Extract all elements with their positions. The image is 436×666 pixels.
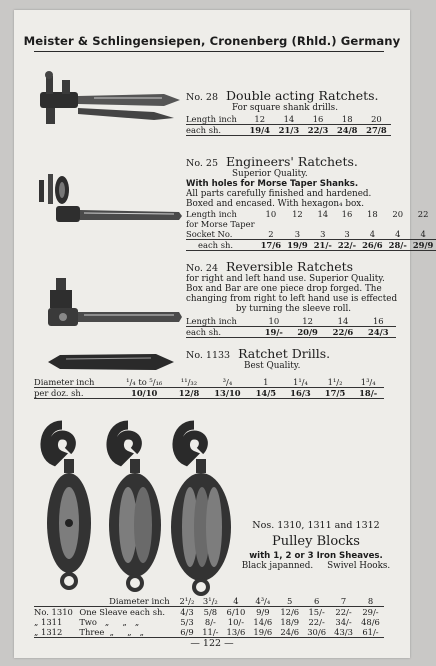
table-cell: 29/- [357,607,384,618]
ratchet25-line2: All parts carefully finished and hardened. [186,189,372,199]
pulleys-row-1310 [34,607,384,618]
table-cell: 19/6 [249,627,276,638]
table-cell: 20 [371,114,382,124]
ratchet28-section [186,88,396,136]
ratchet25-line3: Boxed and encased. With hexagon₄ box. [186,199,365,209]
ratchet24-length-label: Length inch [186,316,237,326]
pulleys-line2: Black japanned. Swivel Hooks. [241,561,391,571]
table-cell: 48/6 [361,617,380,627]
table-cell: 6 [313,596,320,606]
pulleys-line1: with 1, 2 or 3 Iron Sheaves. [249,551,383,561]
pulleys-row-no: No. 1310 [34,607,79,618]
pulleys-row-1311 [34,617,384,627]
ratchet25-title: Engineers' Ratchets. [226,154,358,169]
table-cell: 21/3 [274,125,303,136]
pulleys-table [34,596,384,638]
table-cell: 3 [294,229,301,239]
table-cell: 4 [233,596,239,606]
ratchet25-section [186,154,434,251]
table-cell: 2¹/₂ [179,596,195,606]
ratchet28-length-label: Length inch [186,114,237,124]
table-cell: 12/8 [172,388,207,399]
double-acting-ratchet-illustration [34,72,184,127]
table-cell: 19/9 [284,240,311,251]
drills1133-subtitle: Best Quality. [244,361,301,371]
pulleys-row-no: „ 1312 [34,627,79,638]
table-cell: 16 [312,114,324,124]
drills1133-diameter-label: Diameter inch [34,377,117,388]
drills1133-number: No. 1133 [186,350,231,361]
table-cell: 9/9 [249,607,276,618]
pulley-block-double [109,425,161,590]
table-cell: 19/4 [245,125,274,136]
table-cell: ¹¹/₃₂ [172,377,207,388]
ratchet25-table [186,209,436,251]
ratchet-drill-illustration [46,351,178,373]
header-rule [34,51,384,52]
table-cell: 22/6 [325,327,360,338]
table-cell: 61/- [357,627,384,638]
table-cell: 1¹/₂ [318,377,353,388]
ratchet24-price-row [186,327,396,338]
table-cell: 7 [340,596,347,606]
table-cell: 20/9 [290,327,325,338]
table-cell: ³/₄ [206,377,248,388]
table-cell: 14/5 [249,388,284,399]
table-cell: 5/3 [180,617,194,627]
ratchet28-price-label: each sh. [186,125,245,136]
ratchet25-number: No. 25 [186,158,218,169]
pulleys-row-desc: One Sleave each sh. [79,607,175,618]
ratchet28-table [186,114,391,136]
ratchet24-title: Reversible Ratchets [226,259,354,274]
pulleys-row-desc: Three „ „ „ [79,627,175,638]
pulleys-section [236,520,396,571]
pulleys-row-desc: Two „ „ „ [79,617,140,627]
ratchet25-length-label: Length inch [186,209,237,219]
table-cell: 4/3 [176,607,199,618]
ratchet25-quality: Superior Quality. [232,169,308,179]
ratchet25-price-row [186,240,436,251]
ratchet24-section [186,259,401,338]
table-cell: 6/9 [176,627,199,638]
table-cell: 16 [341,209,353,219]
pulleys-row-1312 [34,627,384,638]
table-cell: 24/6 [276,627,303,638]
table-cell: 14 [283,114,295,124]
table-cell: 12/6 [276,607,303,618]
table-cell: 18/- [352,388,384,399]
ratchet28-title: Double acting Ratchets. [226,88,379,103]
ratchet24-length-row [186,316,396,327]
table-cell: 8/- [204,617,216,627]
drills1133-table [34,377,384,399]
table-cell: 30/6 [303,627,330,638]
drills1133-diameter-row [34,377,384,388]
drills1133-price-row [34,388,384,399]
ratchet24-line4: by turning the sleeve roll. [235,304,352,314]
ratchet24-number: No. 24 [186,263,218,274]
table-cell: 12 [254,114,266,124]
table-cell: 19/- [258,327,290,338]
table-cell: 8 [367,596,374,606]
table-cell: 22/- [330,607,357,618]
table-cell: 18 [367,209,378,219]
table-cell: 15/- [303,607,330,618]
ratchet24-line2: Box and Bar are one piece drop forged. The [186,284,382,294]
table-cell: 4 [369,229,376,239]
table-cell: 11/- [198,627,222,638]
table-cell: 26/6 [359,240,386,251]
table-cell: 5 [287,596,293,606]
ratchet28-length-row [186,114,391,125]
table-cell: 12 [302,316,313,326]
drills1133-section [186,346,401,371]
ratchet24-line1: for right and left hand use. Superior Quality. [186,274,385,284]
table-cell: 17/5 [318,388,353,399]
pulley-block-single [45,425,91,588]
ratchet25-socket-row [186,229,436,240]
table-cell: 10 [265,209,277,219]
table-cell: 6/10 [222,607,249,618]
table-cell: 1 [249,377,284,388]
ratchet28-number: No. 28 [186,92,218,103]
pulleys-row-no: „ 1311 [34,617,63,627]
table-cell: 16/3 [283,388,318,399]
ratchet28-subtitle: For square shank drills. [232,103,338,113]
ratchet24-price-label: each sh. [186,327,258,338]
ratchet28-price-row [186,125,391,136]
table-cell: 24/8 [333,125,362,136]
pulley-block-triple [171,425,231,594]
ratchet25-socket-label: Socket No. [186,229,233,239]
table-cell: 17/6 [258,240,285,251]
page-number: — 122 — [190,638,234,649]
table-cell: 22/- [308,617,325,627]
table-cell: 5/8 [198,607,222,618]
table-cell: 4³/₄ [255,596,271,606]
engineers-ratchet-illustration [34,168,184,238]
ratchet25-taper-row [186,219,436,229]
table-cell: 10/- [227,617,245,627]
table-cell: 1¹/₄ [283,377,318,388]
table-cell: 21/- [311,240,335,251]
pulleys-title: Pulley Blocks [272,534,360,549]
table-cell: 16 [372,316,384,326]
ratchet25-line1: With holes for Morse Taper Shanks. [186,179,359,189]
ratchet25-taper-label: for Morse Taper [186,219,255,229]
table-cell: 28/- [386,240,410,251]
table-cell: 12 [292,209,303,219]
table-cell: 10 [268,316,280,326]
table-cell: 10/10 [117,388,172,399]
table-cell: 3 [320,229,326,239]
page-header: Meister & Schlingensiepen, Cronenberg (Rhld.) Germany [23,34,401,48]
table-cell: 1³/₄ [352,377,384,388]
table-cell: 22/- [335,240,359,251]
ratchet25-price-label: each sh. [186,240,258,251]
table-cell: 22 [417,209,429,219]
table-cell: 3 [344,229,350,239]
table-cell: 13/10 [206,388,248,399]
table-cell: ¹/₄ to ⁵/₁₆ [117,377,172,388]
drills1133-title: Ratchet Drills. [238,346,331,361]
table-cell: 24/3 [361,327,396,338]
table-cell: 4 [420,229,426,239]
pulleys-diameter-label: Diameter inch [109,596,170,606]
table-cell: 4 [395,229,401,239]
drills1133-price-label: per doz. sh. [34,388,117,399]
pulleys-numbers: Nos. 1310, 1311 and 1312 [252,520,380,531]
table-cell: 18 [341,114,353,124]
pulleys-diameter-row [34,596,384,607]
table-cell: 27/8 [362,125,391,136]
table-cell: 14 [317,209,329,219]
pulley-blocks-illustration [32,415,238,595]
catalog-page [14,10,434,658]
table-cell: 29/9 [410,240,436,251]
table-cell: 34/- [335,617,352,627]
table-cell: 43/3 [330,627,357,638]
table-cell: 14 [337,316,349,326]
ratchet24-line3: changing from right to left hand use is effected [186,294,398,304]
table-cell: 14/6 [253,617,273,627]
table-cell: 20 [392,209,404,219]
table-cell: 2 [268,229,274,239]
ratchet24-table [186,316,396,338]
table-cell: 3¹/₂ [202,596,218,606]
table-cell: 18/9 [280,617,300,627]
reversible-ratchet-illustration [34,274,184,334]
ratchet25-length-row [186,209,436,219]
table-cell: 13/6 [222,627,249,638]
table-cell: 22/3 [303,125,332,136]
